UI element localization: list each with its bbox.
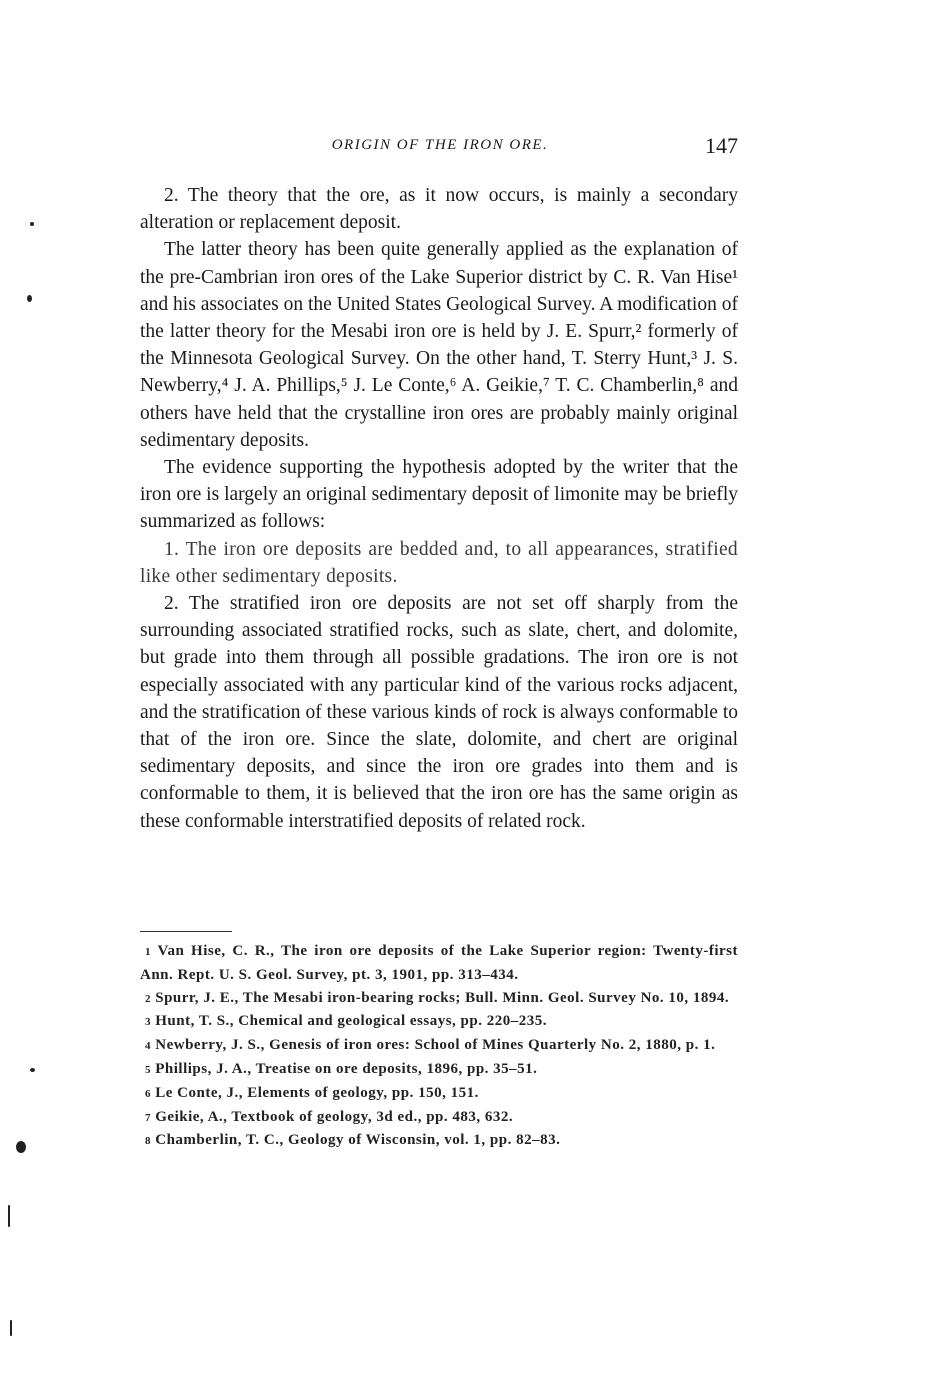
paragraph-latter-theory: The latter theory has been quite generally applied as the explanation of the pre-Cambrian iron ores of the Lake Superior district by C. R. Van Hise¹ and his associates on the United States Geological Survey. A modification of the latter theory for the Mesabi iron ore is held by J. E. Spurr,² formerly of the Minnesota Geological Survey. On the other hand, T. Sterry Hunt,³ J. S. Newberry,⁴ J. A. Phillips,⁵ J. Le Conte,⁶ A. Geikie,⁷ T. C. Chamberlin,⁸ and others have held that the crystalline iron ores are probably mainly original sedimentary deposits. [140, 239, 738, 451]
page-header [140, 133, 740, 161]
footnote-mark: 2 [145, 992, 151, 1005]
scan-speck [30, 222, 34, 226]
scan-speck [10, 1320, 12, 1336]
footnote-text: Spurr, J. E., The Mesabi iron-bearing rocks; Bull. Minn. Geol. Survey No. 10, 1894. [155, 989, 730, 1006]
footnote [140, 987, 738, 1011]
footnote-rule [140, 931, 232, 932]
scan-speck [8, 1205, 10, 1227]
footnote-mark: 7 [145, 1111, 151, 1124]
footnote-text: Van Hise, C. R., The iron ore deposits of the Lake Superior region: Twenty-first Ann. Rept. U. S. Geol. Survey, pt. 3, 1901, pp. 313–434. [140, 943, 739, 983]
paragraph-evidence-2: 2. The stratified iron ore deposits are not set off sharply from the surrounding associated stratified rocks, such as slate, chert, and dolomite, but grade into them through all possible gradations. The iron ore is not especially associated with any particular kind of the various rocks adjacent, and the stratification of these various kinds of rock is always conformable to that of the iron ore. Since the slate, dolomite, and chert are original sedimentary deposits, and since the iron ore grades into them and is conformable to them, it is believed that the iron ore has the same origin as these conformable interstratified deposits of related rock. [140, 593, 738, 832]
footnotes [140, 940, 738, 1153]
footnote-text: Le Conte, J., Elements of geology, pp. 150, 151. [155, 1084, 479, 1101]
footnote-text: Hunt, T. S., Chemical and geological essays, pp. 220–235. [155, 1013, 547, 1030]
footnote [140, 1034, 738, 1058]
footnote-mark: 1 [145, 946, 151, 958]
footnote [140, 1106, 738, 1130]
footnote [140, 1129, 738, 1153]
footnote-mark: 5 [145, 1063, 151, 1076]
footnote-text: Chamberlin, T. C., Geology of Wisconsin, vol. 1, pp. 82–83. [155, 1132, 561, 1149]
footnote-mark: 3 [145, 1016, 151, 1029]
footnote-mark: 8 [145, 1135, 151, 1148]
body-text [140, 182, 738, 835]
running-title: ORIGIN OF THE IRON ORE. [331, 137, 549, 153]
scan-speck [16, 1141, 26, 1153]
footnote [140, 940, 738, 987]
footnote [140, 1082, 738, 1106]
footnote-mark: 6 [145, 1087, 151, 1100]
footnote-text: Geikie, A., Textbook of geology, 3d ed., pp. 483, 632. [155, 1108, 514, 1125]
scan-speck [27, 295, 32, 302]
paragraph-evidence-intro: The evidence supporting the hypothesis adopted by the writer that the iron ore is largely an original sedimentary deposit of limonite may be briefly summarized as follows: [140, 457, 738, 533]
footnote-text: Phillips, J. A., Treatise on ore deposits, 1896, pp. 35–51. [155, 1060, 538, 1077]
footnote-text: Newberry, J. S., Genesis of iron ores: School of Mines Quarterly No. 2, 1880, p. 1. [155, 1037, 716, 1054]
paragraph-evidence-1: 1. The iron ore deposits are bedded and, to all appearances, stratified like other sedimentary deposits. [140, 538, 738, 587]
paragraph-theory-2: 2. The theory that the ore, as it now occurs, is mainly a secondary alteration or replacement deposit. [140, 185, 738, 234]
page-number: 147 [705, 133, 738, 158]
footnote-mark: 4 [145, 1040, 151, 1053]
footnote [140, 1058, 738, 1082]
scan-speck [30, 1068, 35, 1072]
footnote [140, 1010, 738, 1034]
